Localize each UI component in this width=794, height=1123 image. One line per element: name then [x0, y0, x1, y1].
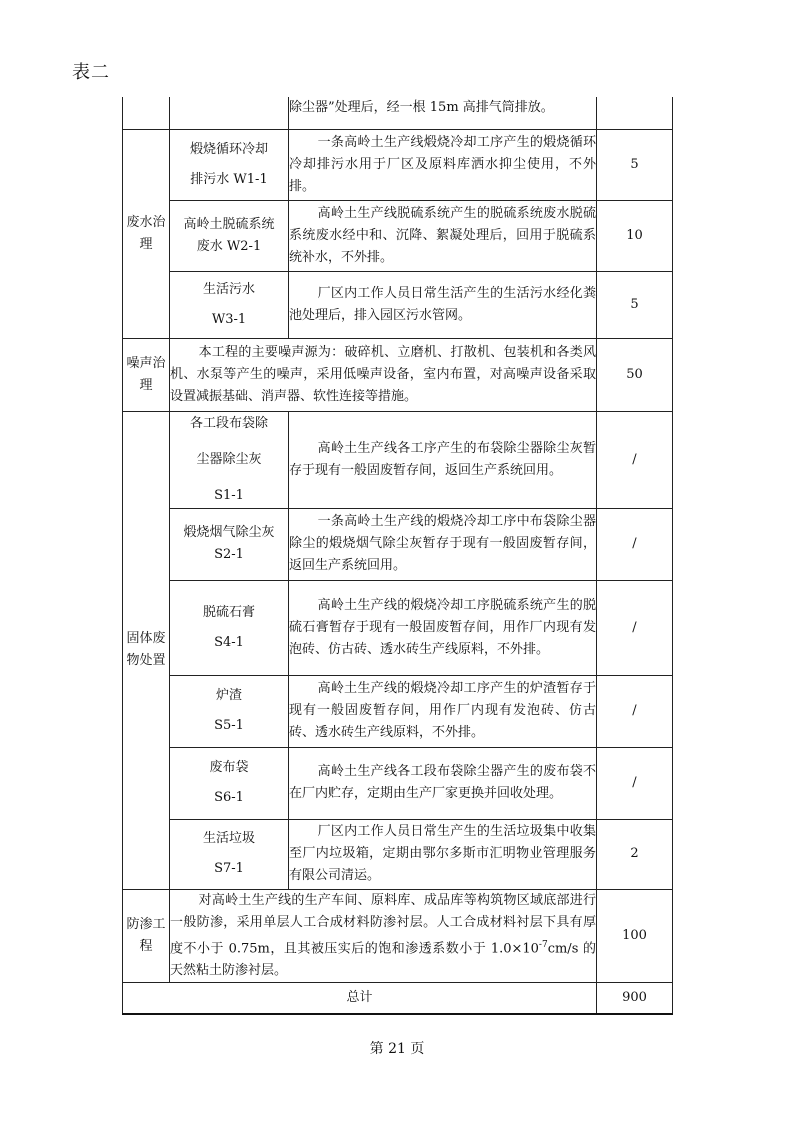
measures-table — [122, 97, 673, 1015]
amount-cell: 5 — [597, 129, 673, 200]
measure-cell: 除尘器”处理后，经一根 15m 高排气筒排放。 — [289, 97, 597, 129]
amount-cell: / — [597, 508, 673, 580]
source-code: S6-1 — [214, 790, 244, 805]
source-code: W1-1 — [233, 171, 268, 187]
source-cell — [170, 580, 289, 675]
measure-cell: 高岭土生产线的煅烧冷却工序产生的炉渣暂存于现有一般固废暂存间，用作厂内现有发泡砖、仿古砖、透水砖生产线原料，不外排。 — [289, 675, 597, 747]
exponent: -7 — [538, 939, 548, 950]
category-noise: 噪声治理 — [123, 338, 170, 411]
source-name: 炉渣 — [215, 688, 242, 703]
source-name: 废布袋 — [209, 760, 249, 775]
amount-cell: / — [597, 580, 673, 675]
table-row — [123, 129, 673, 200]
source-name: 各工段布袋除 — [189, 415, 268, 431]
source-name: 生活污水 — [202, 281, 255, 297]
table-row — [123, 508, 673, 580]
category-cell — [123, 97, 170, 129]
measure-cell: 高岭土生产线的煅烧冷却工序脱硫系统产生的脱硫石膏暂存于现有一般固废暂存间，用作厂内现有发泡砖、仿古砖、透水砖生产线原料，不外排。 — [289, 580, 597, 675]
source-code: S4-1 — [214, 634, 244, 650]
measure-cell: 高岭土生产线各工序产生的布袋除尘器除尘灰暂存于现有一般固废暂存间，返回生产系统回用。 — [289, 411, 597, 508]
amount-cell: / — [597, 411, 673, 508]
source-name-2: 排污水 — [190, 171, 230, 187]
source-name: 煅烧烟气除尘灰 — [183, 525, 275, 540]
source-cell — [170, 271, 289, 338]
source-cell — [170, 508, 289, 580]
source-code: S7-1 — [214, 861, 244, 876]
source-code: W2-1 — [226, 238, 262, 254]
amount-cell — [597, 97, 673, 129]
measure-cell: 厂区内工作人员日常生活产生的生活污水经化粪池处理后，排入园区污水管网。 — [289, 271, 597, 338]
measure-cell: 高岭土生产线脱硫系统产生的脱硫系统废水脱硫系统废水经中和、沉降、絮凝处理后，回用于脱硫系统补水，不外排。 — [289, 200, 597, 271]
table-row — [123, 889, 673, 982]
source-name-2: 废水 — [196, 238, 223, 254]
table-row — [123, 97, 673, 129]
table-row — [123, 819, 673, 889]
source-cell — [170, 129, 289, 200]
total-label: 总计 — [123, 982, 597, 1014]
source-cell — [170, 675, 289, 747]
source-name: 脱硫石膏 — [202, 604, 255, 620]
table-row — [123, 200, 673, 271]
source-code: S1-1 — [214, 487, 244, 503]
measure-cell — [170, 889, 597, 982]
measure-text-tail: cm/s 的天然粘土防渗衬层。 — [170, 940, 596, 978]
total-amount: 900 — [597, 982, 673, 1014]
source-cell — [170, 200, 289, 271]
table-row — [123, 271, 673, 338]
amount-cell: 10 — [597, 200, 673, 271]
table-row — [123, 747, 673, 819]
table-row — [123, 675, 673, 747]
category-water: 废水治理 — [123, 129, 170, 338]
source-cell — [170, 97, 289, 129]
category-solid-waste: 固体废物处置 — [123, 411, 170, 889]
amount-cell: / — [597, 747, 673, 819]
measure-cell: 一条高岭土生产线煅烧冷却工序产生的煅烧循环冷却排污水用于厂区及原料库洒水抑尘使用，不外排。 — [289, 129, 597, 200]
measure-cell: 厂区内工作人员日常生产生的生活垃圾集中收集至厂内垃圾箱，定期由鄂尔多斯市汇明物业管理服务有限公司清运。 — [289, 819, 597, 889]
source-code: W3-1 — [211, 311, 247, 327]
source-name: 生活垃圾 — [202, 831, 255, 846]
measure-cell: 高岭土生产线各工段布袋除尘器产生的废布袋不在厂内贮存，定期由生产厂家更换并回收处理。 — [289, 747, 597, 819]
measure-text: 对高岭土生产线的生产车间、原料库、成品库等构筑物区域底部进行一般防渗，采用单层人工合成材料防渗衬层。人工合成材料衬层下具有厚度不小于 0.75m，且其被压实后的饱和渗透系数小于 1.0×10 — [170, 892, 596, 956]
category-seepage: 防渗工程 — [123, 889, 170, 982]
source-cell — [170, 819, 289, 889]
amount-cell: / — [597, 675, 673, 747]
measure-cell: 一条高岭土生产线的煅烧冷却工序中布袋除尘器除尘的煅烧烟气除尘灰暂存于现有一般固废暂存间，返回生产系统回用。 — [289, 508, 597, 580]
source-name: 煅烧循环冷却 — [189, 141, 268, 157]
source-code: S5-1 — [214, 718, 244, 733]
table-row — [123, 338, 673, 411]
amount-cell: 100 — [597, 889, 673, 982]
table-row — [123, 580, 673, 675]
table-caption: 表二 — [72, 62, 110, 83]
amount-cell: 2 — [597, 819, 673, 889]
measure-cell: 本工程的主要噪声源为：破碎机、立磨机、打散机、包装机和各类风机、水泵等产生的噪声，采用低噪声设备，室内布置，对高噪声设备采取设置减振基础、消声器、软性连接等措施。 — [170, 338, 597, 411]
source-cell — [170, 747, 289, 819]
table-row — [123, 411, 673, 508]
source-cell — [170, 411, 289, 508]
source-code: S2-1 — [214, 547, 244, 562]
source-name: 高岭土脱硫系统 — [183, 216, 275, 232]
total-row — [123, 982, 673, 1014]
source-name-2: 尘器除尘灰 — [196, 451, 262, 467]
amount-cell: 5 — [597, 271, 673, 338]
page-number: 第 21 页 — [369, 1041, 425, 1057]
amount-cell: 50 — [597, 338, 673, 411]
